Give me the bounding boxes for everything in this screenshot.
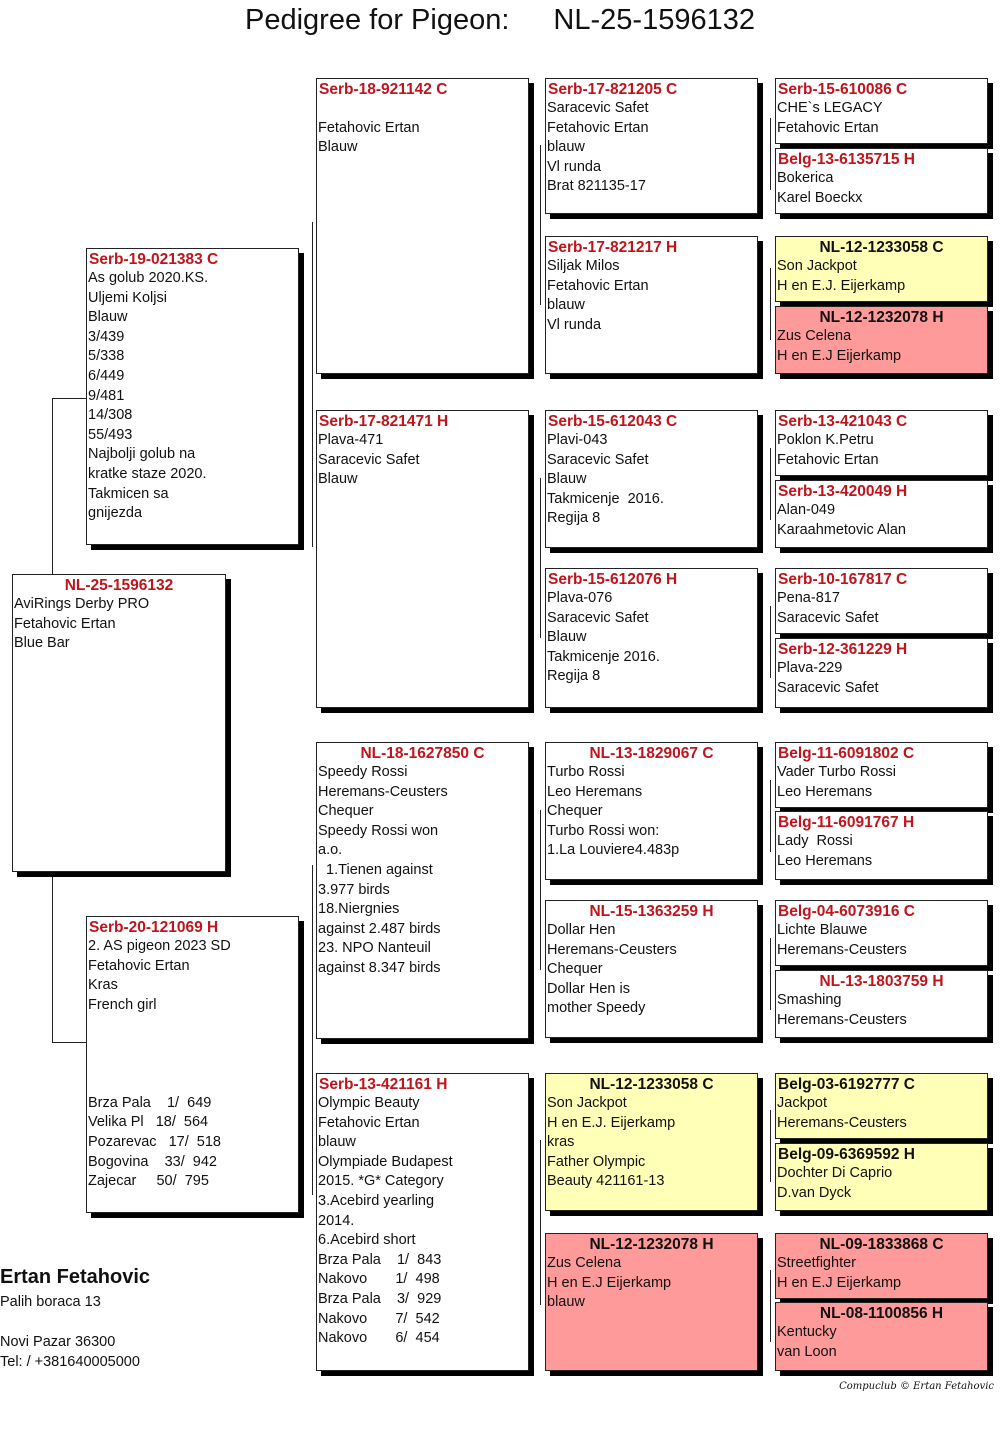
- card-line: Dollar Hen: [547, 922, 616, 938]
- title-ring: NL-25-1596132: [553, 4, 755, 36]
- pigeon-card-sire[interactable]: [86, 248, 299, 545]
- card-line: Karaahmetovic Alan: [777, 521, 906, 538]
- card-line: Blauw: [547, 629, 587, 646]
- connector: [312, 865, 313, 1195]
- ring-number: Belg-04-6073916 C: [778, 903, 915, 920]
- pigeon-card-gen5[interactable]: [775, 236, 988, 302]
- card-line: CHE`s LEGACY: [777, 100, 883, 116]
- pigeon-card-gen5[interactable]: [775, 148, 988, 214]
- pigeon-card-gen5[interactable]: [775, 1073, 988, 1139]
- card-line: Blauw: [547, 471, 587, 488]
- ring-number: Belg-09-6369592 H: [778, 1146, 915, 1163]
- card-line: 2015. *G* Category: [318, 1173, 444, 1190]
- pigeon-card-gen4[interactable]: [545, 742, 758, 880]
- ring-number: Serb-19-021383 C: [89, 251, 219, 268]
- card-line: 3.977 birds: [318, 881, 390, 898]
- pigeon-card-gen4[interactable]: [545, 78, 758, 214]
- title-prefix: Pedigree for Pigeon:: [245, 4, 510, 36]
- card-line: Siljak Milos: [547, 258, 620, 274]
- card-line: 5/338: [88, 348, 125, 365]
- pigeon-card-gen3[interactable]: [316, 78, 529, 374]
- card-line: Turbo Rossi won:: [547, 822, 660, 839]
- ring-number: NL-18-1627850 C: [360, 745, 485, 762]
- card-line: Lady Rossi: [777, 833, 853, 849]
- ring-number: Serb-13-421161 H: [319, 1076, 448, 1093]
- connector: [770, 938, 771, 1010]
- ring-number: NL-12-1232078 H: [589, 1236, 714, 1253]
- card-line: 18.Niergnies: [318, 901, 400, 918]
- card-line: Brza Pala 1/ 843: [318, 1251, 442, 1268]
- pigeon-card-gen5[interactable]: [775, 742, 988, 808]
- card-line: 55/493: [88, 426, 133, 443]
- result-line: Brza Pala 1/ 649: [88, 1094, 212, 1111]
- ring-number: NL-15-1363259 H: [589, 903, 714, 920]
- connector: [540, 478, 541, 638]
- card-line: Plava-076: [547, 590, 613, 606]
- ring-number: NL-13-1803759 H: [819, 973, 944, 990]
- card-line: 23. NPO Nanteuil: [318, 940, 431, 957]
- card-line: Plava-229: [777, 660, 843, 676]
- card-line: Lichte Blauwe: [777, 922, 868, 938]
- card-line: Father Olympic: [547, 1153, 646, 1170]
- owner-address: Palih boraca 13: [0, 1294, 101, 1310]
- pigeon-card-gen3[interactable]: [316, 742, 529, 1039]
- card-line: Jackpot: [777, 1095, 827, 1111]
- pigeon-card-gen4[interactable]: [545, 568, 758, 708]
- pigeon-card-gen5[interactable]: [775, 410, 988, 476]
- card-line: Saracevic Safet: [777, 679, 879, 696]
- card-line: Regija 8: [547, 668, 601, 685]
- connector: [52, 398, 53, 574]
- pigeon-card-gen5[interactable]: [775, 1233, 988, 1299]
- ring-number: Serb-15-610086 C: [778, 81, 908, 98]
- card-line: Nakovo 1/ 498: [318, 1271, 440, 1288]
- connector: [52, 1042, 86, 1043]
- card-line: Fetahovic Ertan: [547, 119, 649, 136]
- card-line: Turbo Rossi: [547, 764, 625, 780]
- pigeon-card-gen3[interactable]: [316, 1073, 529, 1371]
- card-line: Kras: [88, 977, 118, 994]
- card-line: Olympic Beauty: [318, 1095, 420, 1111]
- card-line: 3/439: [88, 328, 125, 345]
- connector: [540, 810, 541, 970]
- connector: [52, 872, 53, 1042]
- card-line: Streetfighter: [777, 1255, 856, 1271]
- card-line: Fetahovic Ertan: [318, 119, 420, 136]
- result-line: Pozarevac 17/ 518: [88, 1133, 221, 1150]
- card-line: Blauw: [318, 471, 358, 488]
- card-line: As golub 2020.KS.: [88, 270, 209, 286]
- result-line: Velika Pl 18/ 564: [88, 1114, 209, 1131]
- card-line: a.o.: [318, 842, 343, 859]
- pigeon-card-gen5[interactable]: [775, 638, 988, 708]
- card-line: van Loon: [777, 1343, 837, 1360]
- owner-city: Novi Pazar 36300: [0, 1334, 116, 1350]
- owner-info: [0, 1266, 150, 1372]
- card-line: Vl runda: [547, 158, 602, 175]
- card-line: Fetahovic Ertan: [547, 277, 649, 294]
- ring-number: Serb-13-421043 C: [778, 413, 908, 430]
- connector: [770, 118, 771, 190]
- ring-number: Serb-17-821217 H: [548, 239, 678, 256]
- pigeon-card-gen4[interactable]: [545, 1073, 758, 1211]
- card-line: Heremans-Ceusters: [547, 941, 677, 958]
- card-line: D.van Dyck: [777, 1184, 852, 1201]
- card-line: Saracevic Safet: [547, 609, 649, 626]
- ring-number: Serb-18-921142 C: [319, 81, 448, 98]
- card-line: against 8.347 birds: [318, 959, 441, 976]
- card-line: Chequer: [318, 803, 374, 820]
- card-line: H en E.J Eijerkamp: [547, 1274, 672, 1291]
- ring-number: NL-12-1233058 C: [819, 239, 944, 256]
- card-line: H en E.J. Eijerkamp: [547, 1114, 676, 1131]
- card-line: Heremans-Ceusters: [777, 941, 907, 958]
- connector: [770, 268, 771, 340]
- card-line: Son Jackpot: [777, 258, 857, 274]
- ring-number: Belg-03-6192777 C: [778, 1076, 915, 1093]
- card-line: Dochter Di Caprio: [777, 1165, 893, 1181]
- card-line: Uljemi Koljsi: [88, 289, 167, 306]
- card-line: Alan-049: [777, 502, 836, 518]
- card-line: Blauw: [318, 139, 358, 156]
- card-line: Bokerica: [777, 170, 834, 186]
- card-line: H en E.J Eijerkamp: [777, 347, 902, 364]
- ring-number: NL-09-1833868 C: [819, 1236, 944, 1253]
- card-line: Zus Celena: [547, 1255, 622, 1271]
- card-line: Blauw: [88, 309, 128, 326]
- card-line: Pena-817: [777, 590, 840, 606]
- card-line: Takmicenje 2016.: [547, 490, 664, 507]
- card-line: mother Speedy: [547, 1000, 646, 1017]
- card-line: Nakovo 6/ 454: [318, 1330, 440, 1347]
- card-line: Heremans-Ceusters: [777, 1011, 907, 1028]
- card-line: Saracevic Safet: [318, 451, 420, 468]
- card-line: Olympiade Budapest: [318, 1153, 453, 1170]
- pigeon-card-gen5[interactable]: [775, 811, 988, 880]
- pigeon-card-gen5[interactable]: [775, 78, 988, 144]
- card-line: Blue Bar: [14, 635, 70, 652]
- card-line: 6.Acebird short: [318, 1232, 416, 1249]
- card-line: Karel Boeckx: [777, 189, 863, 206]
- card-line: blauw: [547, 139, 585, 156]
- card-line: H en E.J Eijerkamp: [777, 1274, 902, 1291]
- card-line: Heremans-Ceusters: [318, 783, 448, 800]
- pigeon-card-subject[interactable]: [12, 574, 226, 872]
- card-line: kras: [547, 1134, 575, 1151]
- ring-number: Serb-20-121069 H: [89, 919, 219, 936]
- connector: [540, 1140, 541, 1305]
- pigeon-card-gen4[interactable]: [545, 1233, 758, 1371]
- connector: [770, 780, 771, 852]
- card-line: Saracevic Safet: [777, 609, 879, 626]
- ring-number: Serb-10-167817 C: [778, 571, 908, 588]
- card-line: Brat 821135-17: [547, 178, 646, 195]
- card-line: 3.Acebird yearling: [318, 1192, 435, 1209]
- ring-number: NL-25-1596132: [64, 577, 174, 594]
- pigeon-card-gen5[interactable]: [775, 1143, 988, 1211]
- ring-number: Serb-13-420049 H: [778, 483, 908, 500]
- pigeon-card-gen5[interactable]: [775, 480, 988, 548]
- ring-number: NL-13-1829067 C: [589, 745, 714, 762]
- card-line: H en E.J. Eijerkamp: [777, 277, 906, 294]
- card-line: blauw: [547, 1294, 585, 1311]
- card-line: blauw: [547, 297, 585, 314]
- card-line: Brza Pala 3/ 929: [318, 1290, 442, 1307]
- card-line: Plavi-043: [547, 432, 608, 448]
- card-line: gnijezda: [88, 505, 143, 522]
- card-line: 2014.: [318, 1212, 355, 1229]
- card-line: Chequer: [547, 803, 603, 820]
- pigeon-card-gen5[interactable]: [775, 900, 988, 966]
- card-line: against 2.487 birds: [318, 920, 441, 937]
- card-line: Fetahovic Ertan: [777, 119, 879, 136]
- card-line: Vl runda: [547, 316, 602, 333]
- card-line: kratke staze 2020.: [88, 465, 207, 482]
- card-line: Heremans-Ceusters: [777, 1114, 907, 1131]
- connector: [770, 606, 771, 678]
- ring-number: NL-12-1232078 H: [819, 309, 944, 326]
- pigeon-card-gen3[interactable]: [316, 410, 529, 708]
- ring-number: Belg-13-6135715 H: [778, 151, 915, 168]
- card-line: Leo Heremans: [777, 852, 873, 869]
- card-line: Leo Heremans: [777, 783, 873, 800]
- card-line: Son Jackpot: [547, 1095, 627, 1111]
- card-line: 1.Tienen against: [318, 861, 433, 878]
- connector: [312, 222, 313, 547]
- card-line: French girl: [88, 996, 157, 1013]
- card-line: Najbolji golub na: [88, 446, 196, 463]
- connector: [540, 145, 541, 305]
- card-line: Fetahovic Ertan: [318, 1114, 420, 1131]
- card-line: blauw: [318, 1134, 356, 1151]
- connector: [770, 1270, 771, 1342]
- card-line: AviRings Derby PRO: [14, 596, 150, 612]
- pigeon-card-gen4[interactable]: [545, 900, 758, 1038]
- card-line: Speedy Rossi: [318, 764, 408, 780]
- result-line: Zajecar 50/ 795: [88, 1173, 209, 1190]
- card-line: 1.La Louviere4.483p: [547, 842, 680, 859]
- card-line: Takmicen sa: [88, 485, 169, 502]
- ring-number: Serb-17-821205 C: [548, 81, 678, 98]
- card-line: Takmicenje 2016.: [547, 648, 660, 665]
- card-line: Vader Turbo Rossi: [777, 764, 897, 780]
- ring-number: NL-08-1100856 H: [819, 1305, 944, 1322]
- pigeon-card-gen5[interactable]: [775, 1302, 988, 1371]
- card-line: Kentucky: [777, 1324, 837, 1340]
- pigeon-card-gen5[interactable]: [775, 970, 988, 1038]
- pigeon-card-gen5[interactable]: [775, 568, 988, 634]
- card-line: Fetahovic Ertan: [777, 451, 879, 468]
- connector: [770, 1110, 771, 1182]
- connector: [52, 398, 86, 399]
- card-line: Dollar Hen is: [547, 980, 630, 997]
- card-line: Saracevic Safet: [547, 100, 649, 116]
- card-line: Zus Celena: [777, 328, 852, 344]
- card-line: Smashing: [777, 992, 842, 1008]
- card-line: 14/308: [88, 407, 133, 424]
- card-line: Nakovo 7/ 542: [318, 1310, 440, 1327]
- ring-number: Serb-17-821471 H: [319, 413, 449, 430]
- pigeon-card-gen5[interactable]: [775, 306, 988, 374]
- ring-number: Belg-11-6091767 H: [778, 814, 915, 831]
- pigeon-card-gen4[interactable]: [545, 410, 758, 548]
- card-line: Fetahovic Ertan: [88, 957, 190, 974]
- footer-credit: Compuclub © Ertan Fetahovic: [839, 1381, 994, 1392]
- ring-number: NL-12-1233058 C: [589, 1076, 714, 1093]
- owner-name: Ertan Fetahovic: [0, 1266, 151, 1288]
- card-line: Saracevic Safet: [547, 451, 649, 468]
- card-line: Plava-471: [318, 432, 384, 448]
- card-line: Fetahovic Ertan: [14, 615, 116, 632]
- ring-number: Serb-12-361229 H: [778, 641, 908, 658]
- card-line: Leo Heremans: [547, 783, 643, 800]
- ring-number: Serb-15-612076 H: [548, 571, 678, 588]
- owner-phone: Tel: / +381640005000: [0, 1354, 140, 1370]
- card-line: 9/481: [88, 387, 125, 404]
- page-title: [0, 4, 1000, 37]
- card-line: Beauty 421161-13: [547, 1173, 665, 1190]
- ring-number: Serb-15-612043 C: [548, 413, 678, 430]
- card-line: 6/449: [88, 367, 125, 384]
- ring-number: Belg-11-6091802 C: [778, 745, 915, 762]
- result-line: Bogovina 33/ 942: [88, 1153, 217, 1170]
- pigeon-card-dam[interactable]: [86, 916, 299, 1213]
- card-line: Speedy Rossi won: [318, 822, 439, 839]
- pigeon-card-gen4[interactable]: [545, 236, 758, 374]
- card-line: 2. AS pigeon 2023 SD: [88, 938, 231, 954]
- card-line: Chequer: [547, 961, 603, 978]
- card-line: Poklon K.Petru: [777, 432, 874, 448]
- card-line: Regija 8: [547, 510, 601, 527]
- connector: [770, 448, 771, 520]
